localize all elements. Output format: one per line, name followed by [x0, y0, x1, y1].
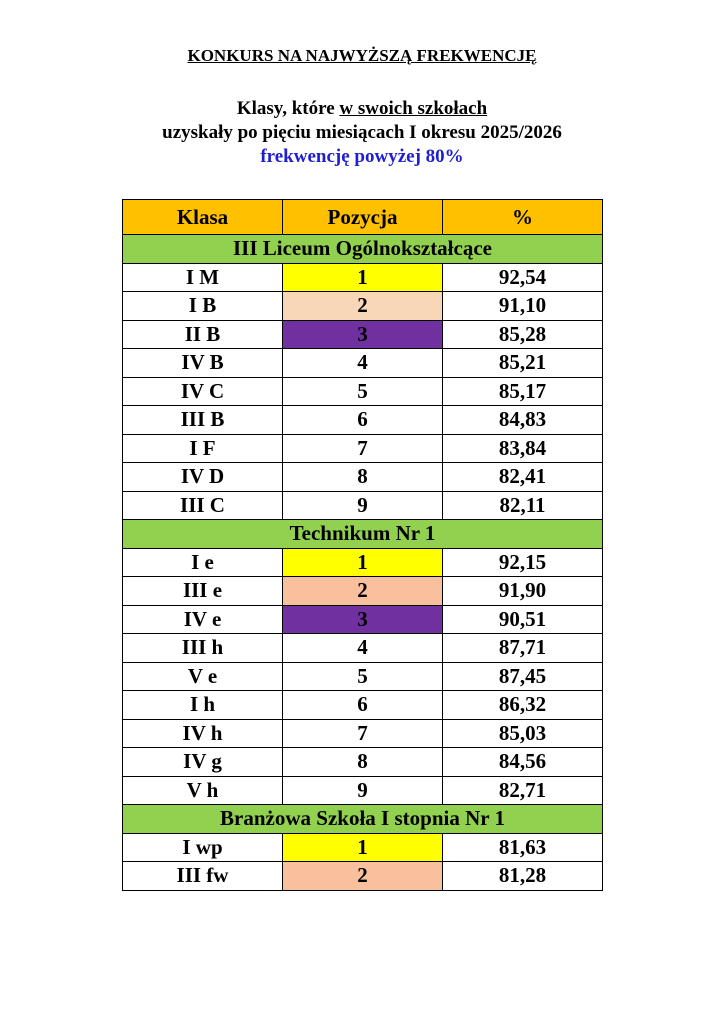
header-pozycja: Pozycja — [283, 200, 443, 235]
section-name: Technikum Nr 1 — [123, 520, 603, 549]
cell-pozycja: 8 — [283, 748, 443, 777]
table-row — [123, 719, 603, 748]
cell-procent: 91,90 — [443, 577, 603, 606]
cell-pozycja: 9 — [283, 776, 443, 805]
cell-klasa: IV B — [123, 349, 283, 378]
cell-klasa: IV e — [123, 605, 283, 634]
cell-procent: 84,56 — [443, 748, 603, 777]
cell-procent: 85,28 — [443, 320, 603, 349]
cell-procent: 82,41 — [443, 463, 603, 492]
cell-pozycja: 5 — [283, 662, 443, 691]
table-row — [123, 349, 603, 378]
table-row — [123, 776, 603, 805]
table-row — [123, 748, 603, 777]
cell-pozycja: 2 — [283, 577, 443, 606]
cell-pozycja: 5 — [283, 377, 443, 406]
cell-klasa: IV h — [123, 719, 283, 748]
cell-klasa: IV C — [123, 377, 283, 406]
attendance-table — [122, 199, 603, 891]
table-row — [123, 634, 603, 663]
cell-procent: 92,54 — [443, 263, 603, 292]
section-header-row — [123, 520, 603, 549]
cell-klasa: I e — [123, 548, 283, 577]
cell-pozycja: 7 — [283, 719, 443, 748]
subtitle-line-1-underlined: w swoich szkołach — [339, 98, 488, 119]
cell-pozycja: 4 — [283, 634, 443, 663]
cell-procent: 84,83 — [443, 406, 603, 435]
cell-klasa: III B — [123, 406, 283, 435]
table-row — [123, 406, 603, 435]
table-row — [123, 605, 603, 634]
subtitle-line-1-prefix: Klasy, które — [236, 98, 340, 119]
cell-pozycja: 1 — [283, 263, 443, 292]
cell-pozycja: 6 — [283, 406, 443, 435]
cell-procent: 83,84 — [443, 434, 603, 463]
cell-klasa: III h — [123, 634, 283, 663]
table-row — [123, 548, 603, 577]
subtitle-line-2: uzyskały po pięciu miesiącach I okresu 2025/2026 — [162, 122, 562, 143]
table-row — [123, 292, 603, 321]
table-row — [123, 662, 603, 691]
cell-procent: 92,15 — [443, 548, 603, 577]
cell-procent: 90,51 — [443, 605, 603, 634]
cell-klasa: II B — [123, 320, 283, 349]
cell-procent: 85,03 — [443, 719, 603, 748]
cell-klasa: I B — [123, 292, 283, 321]
section-name: III Liceum Ogólnokształcące — [123, 235, 603, 264]
header-klasa: Klasa — [123, 200, 283, 235]
cell-klasa: V h — [123, 776, 283, 805]
cell-klasa: I wp — [123, 833, 283, 862]
subtitle-line-3: frekwencję powyżej 80% — [260, 146, 464, 167]
cell-klasa: III C — [123, 491, 283, 520]
cell-pozycja: 1 — [283, 833, 443, 862]
subtitle-line-1 — [0, 97, 724, 121]
section-header-row — [123, 235, 603, 264]
cell-pozycja: 1 — [283, 548, 443, 577]
cell-procent: 85,17 — [443, 377, 603, 406]
table-header-row — [123, 200, 603, 235]
table-row — [123, 263, 603, 292]
cell-klasa: I M — [123, 263, 283, 292]
cell-klasa: I F — [123, 434, 283, 463]
cell-pozycja: 6 — [283, 691, 443, 720]
table-row — [123, 434, 603, 463]
table-row — [123, 320, 603, 349]
cell-klasa: V e — [123, 662, 283, 691]
cell-procent: 86,32 — [443, 691, 603, 720]
cell-klasa: IV D — [123, 463, 283, 492]
cell-procent: 81,63 — [443, 833, 603, 862]
table-row — [123, 491, 603, 520]
cell-pozycja: 8 — [283, 463, 443, 492]
cell-procent: 82,71 — [443, 776, 603, 805]
section-header-row — [123, 805, 603, 834]
cell-pozycja: 2 — [283, 292, 443, 321]
cell-klasa: I h — [123, 691, 283, 720]
cell-pozycja: 2 — [283, 862, 443, 891]
cell-pozycja: 7 — [283, 434, 443, 463]
cell-klasa: III e — [123, 577, 283, 606]
cell-pozycja: 4 — [283, 349, 443, 378]
cell-procent: 87,45 — [443, 662, 603, 691]
cell-pozycja: 3 — [283, 320, 443, 349]
cell-procent: 82,11 — [443, 491, 603, 520]
cell-klasa: IV g — [123, 748, 283, 777]
table-row — [123, 463, 603, 492]
cell-procent: 91,10 — [443, 292, 603, 321]
section-name: Branżowa Szkoła I stopnia Nr 1 — [123, 805, 603, 834]
table-row — [123, 862, 603, 891]
cell-procent: 87,71 — [443, 634, 603, 663]
cell-klasa: III fw — [123, 862, 283, 891]
table-row — [123, 833, 603, 862]
cell-procent: 85,21 — [443, 349, 603, 378]
header-procent: % — [443, 200, 603, 235]
cell-procent: 81,28 — [443, 862, 603, 891]
cell-pozycja: 3 — [283, 605, 443, 634]
table-row — [123, 577, 603, 606]
page-title: KONKURS NA NAJWYŻSZĄ FREKWENCJĘ — [187, 46, 537, 65]
table-row — [123, 691, 603, 720]
cell-pozycja: 9 — [283, 491, 443, 520]
table-row — [123, 377, 603, 406]
